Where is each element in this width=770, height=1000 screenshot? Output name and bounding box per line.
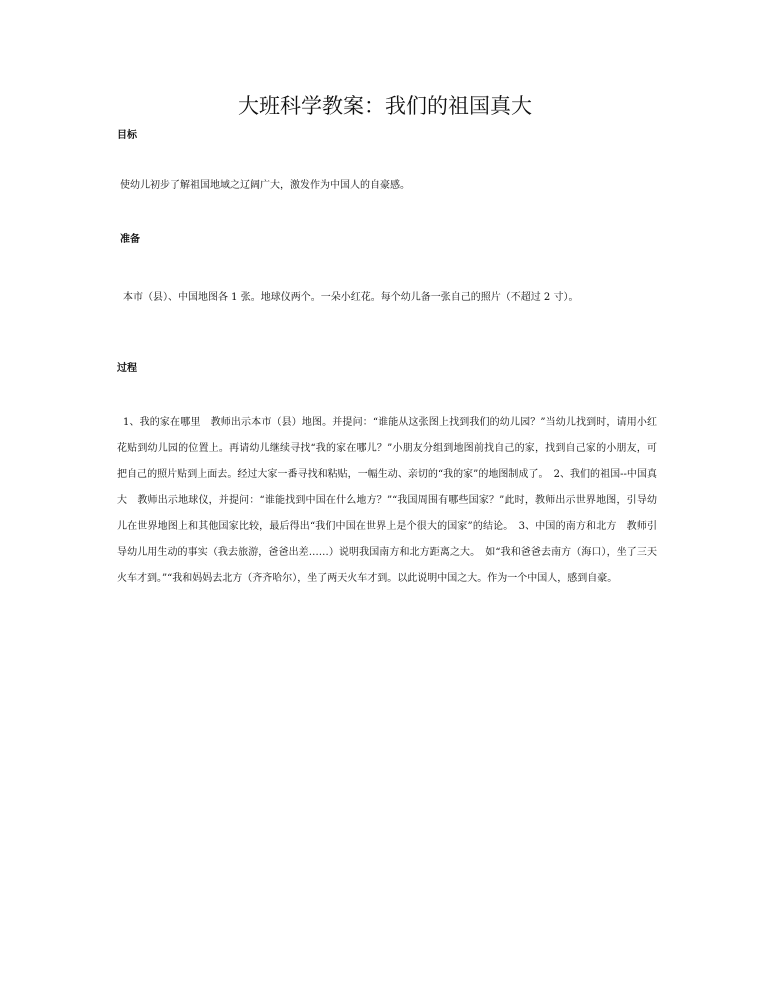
section-heading-preparation: 准备 [120, 234, 140, 245]
section-text-preparation: 本市（县）、中国地图各 1 张。地球仪两个。一朵小红花。每个幼儿备一张自己的照片（不超过 2 寸）。 [123, 292, 579, 303]
section-heading-goal: 目标 [117, 130, 137, 141]
section-text-goal: 使幼儿初步了解祖国地域之辽阔广大，激发作为中国人的自豪感。 [120, 180, 410, 191]
section-text-process: 1、我的家在哪里 教师出示本市（县）地图。并提问：“谁能从这张图上找到我们的幼儿园？”当幼儿找到时，请用小红花贴到幼儿园的位置上。再请幼儿继续寻找“我的家在哪儿？”小朋友分组到地图前找自己的家，找到自己家的小朋友，可把自己的照片贴到上面去。经过大家一番寻找和粘贴，一幅生动、亲切的“我的家”的地图制成了。 2、我们的祖国--中国真大 教师出示地球仪，并提问：“谁能找到中国在什么地方？”“我国周围有哪些国家？”此时，教师出示世界地图，引导幼儿在世界地图上和其他国家比较，最后得出“我们中国在世界上是个很大的国家”的结论。 3、中国的南方和北方 教师引导幼儿用生动的事实（我去旅游，爸爸出差……）说明我国南方和北方距离之大。 如“我和爸爸去南方（海口），坐了三天火车才到。”“我和妈妈去北方（齐齐哈尔），坐了两天火车才到。以此说明中国之大。作为一个中国人，感到自豪。 [117, 417, 657, 584]
document-title: 大班科学教案：我们的祖国真大 [238, 94, 532, 118]
section-heading-process: 过程 [117, 363, 137, 374]
